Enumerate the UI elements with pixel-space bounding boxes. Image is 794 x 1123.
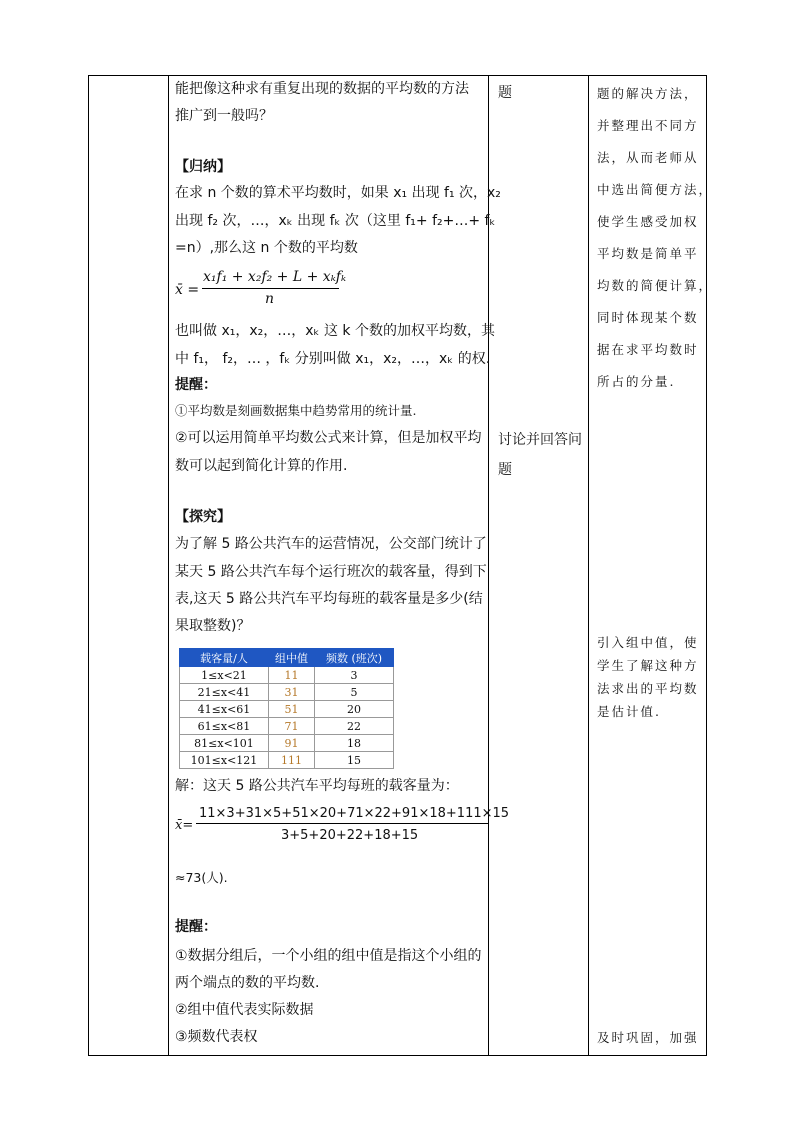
table-cell: 41≤x<61 [180,701,269,718]
table-cell: 15 [315,752,394,769]
intent-text: 所占的分量. [597,374,676,389]
reminder-item: ①数据分组后，一个小组的组中值是指这个小组的 [175,948,482,964]
summary-text: 在求 n 个数的算术平均数时，如果 x₁ 出现 f₁ 次，x₂ [175,185,501,201]
reminder-heading: 提醒： [175,919,217,935]
table-cell: 111 [269,752,315,769]
table-cell: 1≤x<21 [180,667,269,684]
calc-lhs: x̄= [175,818,194,833]
summary-text: =n）,那么这 n 个数的平均数 [175,240,358,256]
table-row [180,684,394,701]
frequency-table [179,648,394,769]
intro-text: 能把像这种求有重复出现的数据的平均数的方法 [175,81,469,97]
intent-text: 同时体现某个数 [597,310,699,325]
intent-text: 并整理出不同方 [597,118,699,133]
intent-text: 中选出简便方法， [597,182,714,197]
formula-denominator: n [265,291,275,307]
reminder-item: ②组中值代表实际数据 [175,1002,314,1018]
design-intent-column [589,76,714,1055]
reminder-item: ③频数代表权 [175,1029,258,1045]
solution-text: 解：这天 5 路公共汽车平均每班的载客量为： [175,778,459,794]
table-cell: 20 [315,701,394,718]
table-row [180,735,394,752]
intent-text: 引入组中值，使 [597,635,699,650]
explore-text: 果取整数)？ [175,618,251,634]
lesson-table [88,75,714,1056]
formula-lhs: x̄ = [175,282,200,298]
weighted-text: 也叫做 x₁，x₂，…，xₖ 这 k 个数的加权平均数，其 [175,323,495,339]
intent-text: 法，从而老师从 [597,150,699,165]
activity-text: 讨论并回答问 [498,432,582,448]
intent-text: 是估计值. [597,704,661,719]
table-cell: 61≤x<81 [180,718,269,735]
table-cell: 18 [315,735,394,752]
intent-text: 据在求平均数时 [597,342,699,357]
table-row [180,667,394,684]
intro-text: 推广到一般吗？ [175,108,273,124]
table-header: 组中值 [269,649,315,667]
table-cell: 22 [315,718,394,735]
intent-text: 学生了解这种方 [597,658,699,673]
calc-denominator: 3+5+20+22+18+15 [281,828,419,843]
table-cell: 11 [269,667,315,684]
summary-text: 出现 f₂ 次，…，xₖ 出现 fₖ 次（这里 f₁+ f₂+…+ fₖ [175,213,496,229]
teaching-content-column [169,76,510,1055]
explore-text: 某天 5 路公共汽车每个运行班次的载客量，得到下 [175,564,487,580]
activity-text: 题 [498,462,512,478]
student-activity-column [490,76,588,1055]
table-row [180,752,394,769]
table-cell: 81≤x<101 [180,735,269,752]
intent-text: 均数的简便计算， [597,278,714,293]
explore-text: 表,这天 5 路公共汽车平均每班的载客量是多少(结 [175,591,483,607]
weighted-text: 中 f₁， f₂，… ，fₖ 分别叫做 x₁，x₂，…，xₖ 的权. [175,351,491,367]
table-row [180,701,394,718]
table-cell: 5 [315,684,394,701]
table-cell: 51 [269,701,315,718]
reminder-item: 数可以起到简化计算的作用. [175,458,348,474]
table-cell: 71 [269,718,315,735]
intent-text: 法求出的平均数 [597,681,699,696]
explore-text: 为了解 5 路公共汽车的运营情况，公交部门统计了 [175,536,487,552]
activity-text: 题 [498,85,512,101]
table-cell: 101≤x<121 [180,752,269,769]
reminder-item: ①平均数是刻画数据集中趋势常用的统计量. [175,403,417,418]
table-header: 频数 (班次) [315,649,394,667]
reminder-item: ②可以运用简单平均数公式来计算，但是加权平均 [175,430,482,446]
intent-text: 使学生感受加权 [597,214,699,229]
calculation-formula [175,801,510,847]
weighted-mean-formula [175,264,475,314]
calc-numerator: 11×3+31×5+51×20+71×22+91×18+111×15 [199,806,510,821]
table-cell: 91 [269,735,315,752]
reminder-heading: 提醒： [175,377,217,393]
approx-result: ≈73(人). [175,870,228,885]
table-cell: 3 [315,667,394,684]
explore-heading: 【探究】 [175,509,231,525]
table-cell: 31 [269,684,315,701]
formula-numerator: x₁f₁ + x₂f₂ + L + xₖfₖ [203,269,347,285]
intent-text: 及时巩固，加强 [597,1030,699,1045]
intent-text: 题的解决方法， [597,86,699,101]
table-cell: 21≤x<41 [180,684,269,701]
table-header-row [180,649,394,667]
table-row [180,718,394,735]
summary-heading: 【归纳】 [175,159,231,175]
intent-text: 平均数是简单平 [597,246,699,261]
reminder-item: 两个端点的数的平均数. [175,975,320,991]
table-header: 载客量/人 [180,649,269,667]
